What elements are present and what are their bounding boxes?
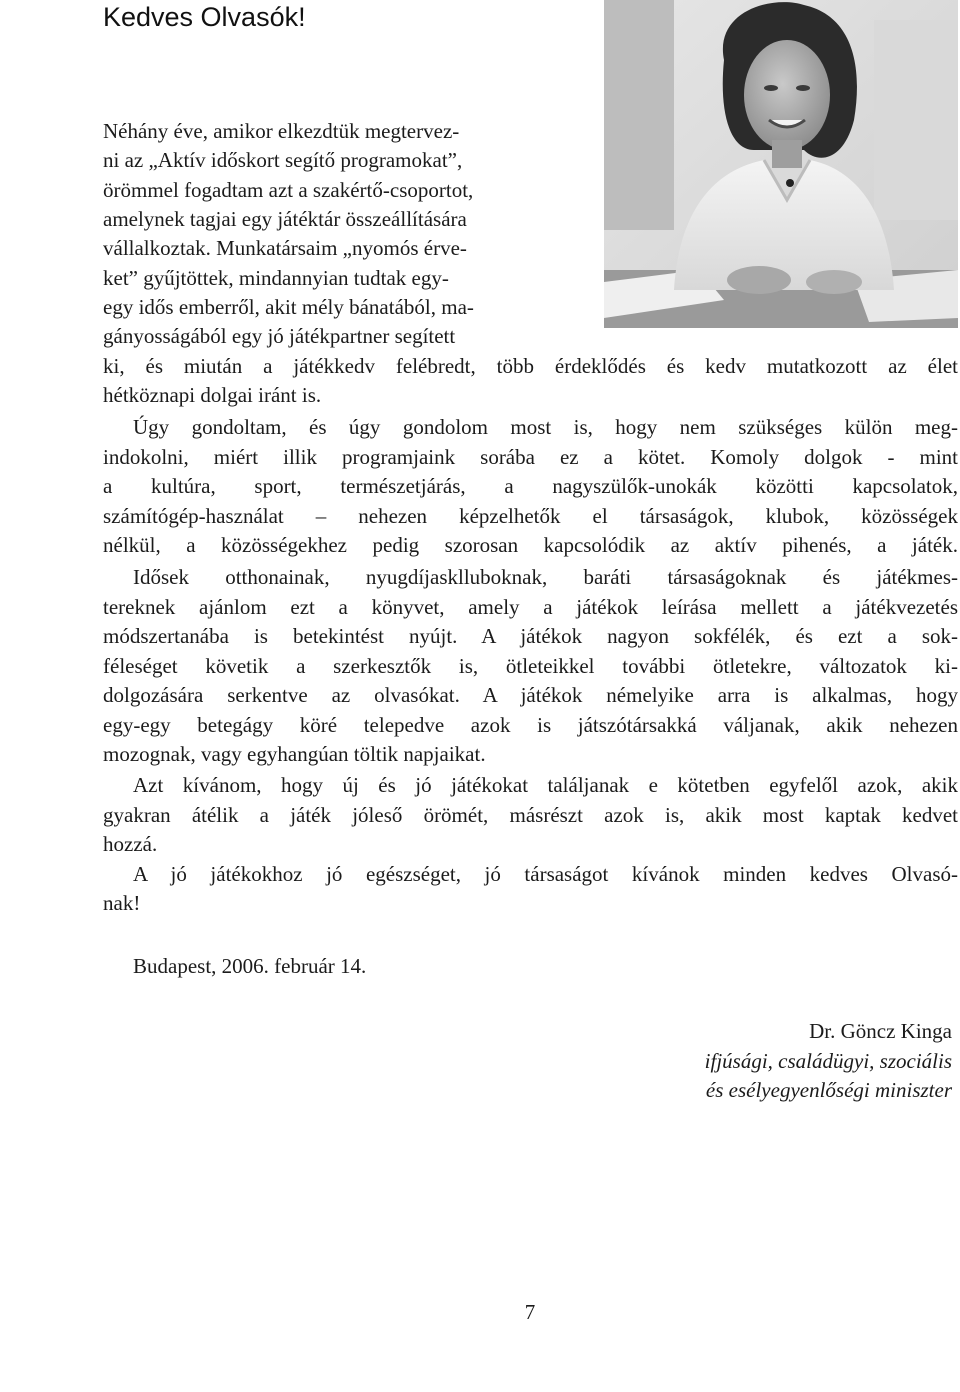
body-line: gányosságából egy jó játékpartner segített — [103, 324, 456, 348]
body-line: ni az „Aktív időskort segítő programokat”, — [103, 148, 463, 172]
signature-name: Dr. Göncz Kinga — [809, 1019, 952, 1043]
signature-title-line-1: ifjúsági, családügyi, szociális — [704, 1049, 952, 1073]
body-line: amelynek tagjai egy játéktár összeállítására — [103, 207, 467, 231]
body-line: nak! — [103, 891, 141, 915]
body-line: Néhány éve, amikor elkezdtük megtervez- — [103, 119, 460, 143]
body-line: egy-egy betegágy köré telepedve azok is játszótársakká váljanak, akik nehezen — [103, 713, 958, 737]
body-line: számítógép-használat – nehezen képzelhetők el társaságok, klubok, közösségek — [103, 504, 958, 528]
body-line: örömmel fogadtam azt a szakértő-csoportot, — [103, 178, 474, 202]
signature-title-line-2: és esélyegyenlőségi miniszter — [705, 1078, 952, 1102]
body-line: nélkül, a közösségekhez pedig szorosan kapcsolódik az aktív pihenés, a játék. — [103, 533, 958, 557]
page-number: 7 — [524, 1300, 536, 1324]
body-line: ki, és miután a játékkedv felébredt, több érdeklődés és kedv mutatkozott az élet — [103, 354, 958, 378]
page-title: Kedves Olvasók! — [103, 2, 306, 32]
portrait-photo-icon — [604, 0, 958, 328]
body-line: indokolni, miért illik programjaink sorába ez a kötet. Komoly dolgok - mint — [103, 445, 958, 469]
body-line: ket” gyűjtöttek, mindannyian tudtak egy- — [103, 266, 449, 290]
body-line: féleséget követik a szerkesztők is, ötleteikkel további ötletekre, változatok ki- — [103, 654, 958, 678]
body-line: hétköznapi dolgai iránt is. — [103, 383, 322, 407]
body-line: A jó játékokhoz jó egészséget, jó társaságot kívánok minden kedves Olvasó- — [133, 862, 958, 886]
date-line: Budapest, 2006. február 14. — [133, 954, 367, 978]
body-line: dolgozására serkentve az olvasókat. A játékok némelyike arra is alkalmas, hogy — [103, 683, 958, 707]
body-line: hozzá. — [103, 832, 158, 856]
body-line: Úgy gondoltam, és úgy gondolom most is, hogy nem szükséges külön meg- — [133, 415, 958, 439]
body-line: vállalkoztak. Munkatársaim „nyomós érve- — [103, 236, 467, 260]
body-line: Idősek otthonainak, nyugdíjasklluboknak, baráti társaságoknak és játékmes- — [133, 565, 958, 589]
body-line: mozognak, vagy egyhangúan töltik napjaikat. — [103, 742, 486, 766]
body-line: gyakran átélik a játék jóleső örömét, másrészt azok is, akik most kaptak kedvet — [103, 803, 958, 827]
body-line: a kultúra, sport, természetjárás, a nagyszülők-unokák közötti kapcsolatok, — [103, 474, 958, 498]
body-line: tereknek ajánlom ezt a könyvet, amely a játékok leírása mellett a játékvezetés — [103, 595, 958, 619]
body-line: egy idős emberről, akit mély bánatából, ma- — [103, 295, 474, 319]
body-line: Azt kívánom, hogy új és jó játékokat találjanak e kötetben egyfelől azok, akik — [133, 773, 958, 797]
body-line: módszertanába is betekintést nyújt. A játékok nagyon sokfélék, és ezt a sok- — [103, 624, 958, 648]
